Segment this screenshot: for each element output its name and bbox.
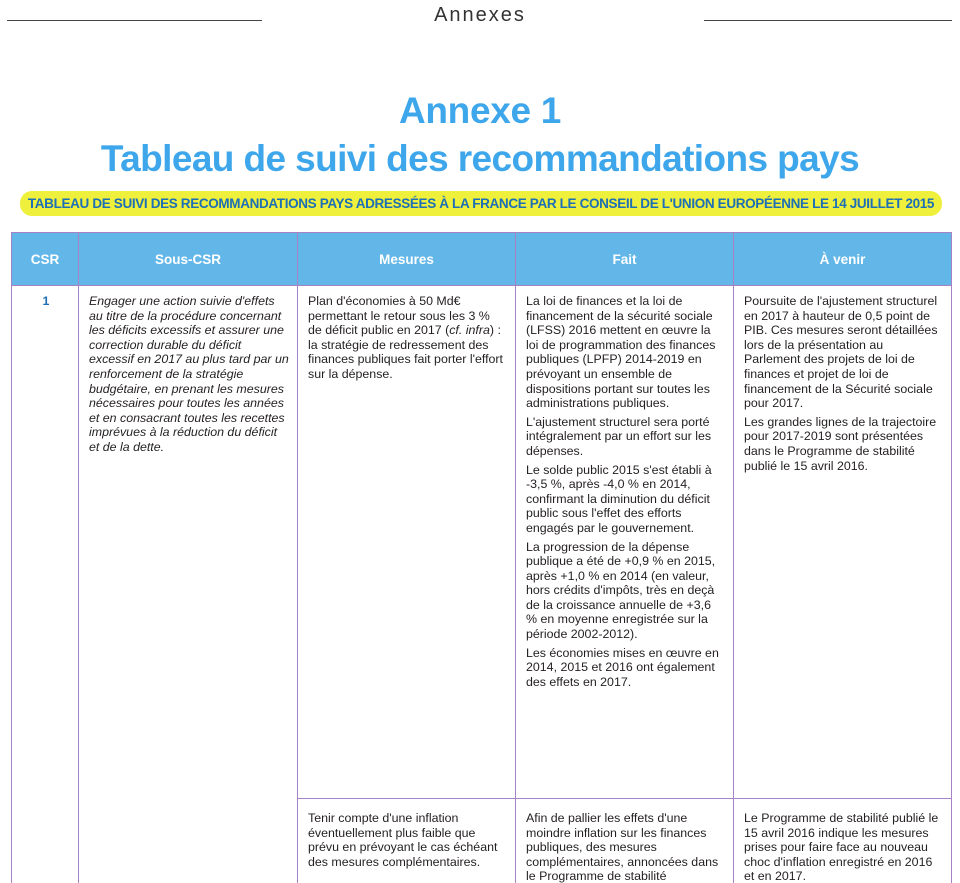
mesures-cell xyxy=(298,286,516,799)
recommendations-table xyxy=(11,232,952,883)
running-header xyxy=(0,4,960,30)
fait-paragraph: La progression de la dépense publique a été de +0,9 % en 2015, après +1,0 % en 2014 (en valeur, hors crédits d'impôts, très en deçà de la croissance annuelle de +3,6 % en moyenne enregistrée sur la période 2002-2012). xyxy=(526,539,716,642)
a-venir-paragraph: Les grandes lignes de la trajectoire pour 2017-2019 sont présentées dans le Programme de stabilité publié le 15 avril 2016. xyxy=(744,414,937,473)
a-venir-paragraph: Poursuite de l'ajustement structurel en 2017 à hauteur de 0,5 point de PIB. Ces mesures seront détaillées lors de la présentation au Parlement des projets de loi de finances et projet de loi de financement de la Sécurité sociale pour 2017. xyxy=(744,294,938,411)
header-rule-right xyxy=(704,20,952,21)
mesure-text-end: ) : la stratégie de redressement des finances publiques fait porter l'effort sur la dépense. xyxy=(308,323,503,381)
section-label: Annexes xyxy=(434,4,526,26)
col-header-csr: CSR xyxy=(12,233,79,286)
mesure-reference: cf. infra xyxy=(449,323,490,338)
table-caption-banner xyxy=(20,191,942,216)
csr-number: 1 xyxy=(12,286,79,883)
table-row xyxy=(12,286,952,799)
fait-paragraph: L'ajustement structurel sera porté intégralement par un effort sur les dépenses. xyxy=(526,414,712,458)
col-header-sous-csr: Sous-CSR xyxy=(79,233,298,286)
a-venir-cell xyxy=(734,286,952,799)
table-header-row xyxy=(12,233,952,286)
mesure-paragraph: Plan d'économies à 50 Md€ permettant le retour sous les 3 % de déficit public en 2017 (cf. infra) : la stratégie de redressement des finances publiques fait porter l'effort sur la dépense. xyxy=(308,294,503,381)
fait-paragraph: La loi de finances et la loi de financement de la sécurité sociale (LFSS) 2016 mettent en œuvre la loi de programmation des finances publiques (LPFP) 2014-2019 en prévoyant un ensemble de dispositions portant sur toutes les administrations publiques. xyxy=(526,294,716,411)
col-header-fait: Fait xyxy=(516,233,734,286)
annex-subtitle: Tableau de suivi des recommandations pays xyxy=(100,138,860,179)
fait-paragraph: Afin de pallier les effets d'une moindre inflation sur les finances publiques, des mesures complémentaires, annoncées dans le Programme de stabilité xyxy=(526,811,719,883)
table-caption-text: TABLEAU DE SUIVI DES RECOMMANDATIONS PAYS ADRESSÉES À LA FRANCE PAR LE CONSEIL DE L'UNION EUROPÉENNE LE 14 JUILLET 2015 xyxy=(27,196,935,211)
a-venir-cell xyxy=(734,799,952,883)
mesures-cell xyxy=(298,799,516,883)
mesure-text-start: Plan d'économies à 50 Md€ permettant le retour sous les 3 % de déficit public en 2017 xyxy=(308,294,490,338)
fait-cell xyxy=(516,799,734,883)
col-header-mesures: Mesures xyxy=(298,233,516,286)
col-header-a-venir: À venir xyxy=(734,233,952,286)
fait-cell xyxy=(516,286,734,799)
sous-csr-text: Engager une action suivie d'effets au titre de la procédure concernant les déficits excessifs et assurer une correction durable du déficit excessif en 2017 au plus tard par un renforcement de la stratégie budgétaire, en prenant les mesures nécessaires pour toutes les années et en consacrant toutes les recettes imprévues à la réduction du déficit et de la dette. xyxy=(79,286,298,883)
annex-title: Annexe 1 xyxy=(398,90,562,131)
a-venir-paragraph: Le Programme de stabilité publié le 15 avril 2016 indique les mesures prises pour faire face au nouveau choc d'inflation enregistré en 2016 et en 2017. xyxy=(744,811,939,883)
mesure-paragraph: Tenir compte d'une inflation éventuellement plus faible que prévu en prévoyant le cas échéant des mesures complémentaires. xyxy=(308,811,498,869)
fait-paragraph: Les économies mises en œuvre en 2014, 2015 et 2016 ont également des effets en 2017. xyxy=(526,645,719,689)
fait-paragraph: Le solde public 2015 s'est établi à -3,5 %, après -4,0 % en 2014, confirmant la diminution du déficit public sous l'effet des efforts engagés par le gouvernement. xyxy=(526,462,712,535)
